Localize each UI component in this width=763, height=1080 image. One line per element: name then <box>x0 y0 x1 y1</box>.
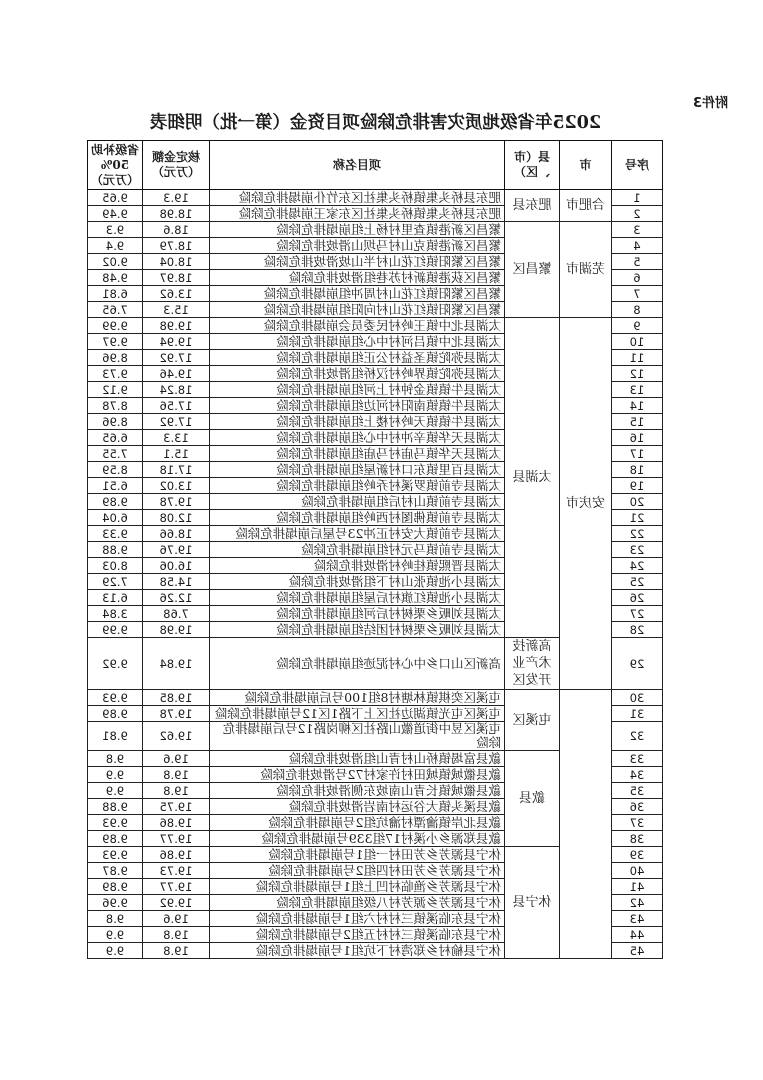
project-name-cell: 繁昌区荻港镇新村苏巷组滑坡排危除险 <box>210 270 505 286</box>
seq-cell: 16 <box>612 430 663 446</box>
subsidy-cell: 7.65 <box>88 302 143 318</box>
seq-cell: 43 <box>612 911 663 927</box>
approved-amount-cell: 18.97 <box>143 270 210 286</box>
approved-amount-cell: 19.77 <box>143 879 210 895</box>
approved-amount-cell: 19.98 <box>143 622 210 638</box>
subsidy-cell: 9.9 <box>88 927 143 943</box>
seq-cell: 4 <box>612 238 663 254</box>
approved-amount-cell: 19.98 <box>143 318 210 334</box>
seq-cell: 27 <box>612 606 663 622</box>
project-name-cell: 休宁县源芳乡渔临村凹上组1号崩塌排危除险 <box>210 879 505 895</box>
approved-amount-cell: 19.6 <box>143 751 210 767</box>
approved-amount-cell: 19.8 <box>143 927 210 943</box>
subsidy-cell: 9.88 <box>88 799 143 815</box>
city-cell: 合肥市 <box>560 190 612 222</box>
approved-amount-cell: 19.85 <box>143 690 210 706</box>
table-body <box>88 190 663 959</box>
project-name-cell: 太湖县百里镇东口村新屋组崩塌排危除险 <box>210 462 505 478</box>
seq-cell: 20 <box>612 494 663 510</box>
approved-amount-cell: 19.92 <box>143 895 210 911</box>
seq-cell: 2 <box>612 206 663 222</box>
subsidy-cell: 8.96 <box>88 350 143 366</box>
subsidy-cell: 9.99 <box>88 622 143 638</box>
approved-amount-cell: 18.98 <box>143 206 210 222</box>
subsidy-cell: 9.73 <box>88 366 143 382</box>
project-name-cell: 繁昌区新港镇克山村马坝山滑坡排危除险 <box>210 238 505 254</box>
project-name-cell: 繁昌区繁阳镇红花山村向阳组崩塌排危除险 <box>210 302 505 318</box>
project-name-cell: 繁昌区新港镇查里村杨上组崩塌排危除险 <box>210 222 505 238</box>
project-name-cell: 屯溪区昱中街道徽山路社区柳岗路12号后崩塌排危除险 <box>210 722 505 751</box>
seq-cell: 38 <box>612 831 663 847</box>
project-name-cell: 歙县徽城镇长青山南坡东侧滑坡排危除险 <box>210 783 505 799</box>
seq-cell: 11 <box>612 350 663 366</box>
subsidy-cell: 9.8 <box>88 911 143 927</box>
county-cell: 繁昌区 <box>505 222 560 318</box>
seq-cell: 23 <box>612 542 663 558</box>
seq-cell: 45 <box>612 943 663 959</box>
seq-cell: 35 <box>612 783 663 799</box>
approved-amount-cell: 18.04 <box>143 254 210 270</box>
approved-amount-cell: 14.58 <box>143 574 210 590</box>
project-name-cell: 歙县徽城镇城田村许家村72号滑坡排危除险 <box>210 767 505 783</box>
county-cell: 休宁县 <box>505 847 560 959</box>
seq-cell: 36 <box>612 799 663 815</box>
seq-cell: 22 <box>612 526 663 542</box>
county-cell: 高新技术产业开发区 <box>505 638 560 690</box>
seq-cell: 41 <box>612 879 663 895</box>
subsidy-cell: 9.49 <box>88 206 143 222</box>
project-name-cell: 太湖县寺前镇马元村组崩塌排危除险 <box>210 542 505 558</box>
project-name-cell: 太湖县弥陀镇圣益村公正组崩塌排危除险 <box>210 350 505 366</box>
header-provincial-subsidy: 省级补助 50% （万元） <box>88 141 143 190</box>
seq-cell: 42 <box>612 895 663 911</box>
subsidy-cell: 9.88 <box>88 542 143 558</box>
approved-amount-cell: 12.08 <box>143 510 210 526</box>
subsidy-cell: 9.87 <box>88 863 143 879</box>
subsidy-cell: 9.89 <box>88 494 143 510</box>
seq-cell: 13 <box>612 382 663 398</box>
project-name-cell: 歙县北岸镇瀹潭村瀹坑组2号崩塌排危除险 <box>210 815 505 831</box>
subsidy-cell: 9.33 <box>88 526 143 542</box>
project-name-cell: 歙县郑源乡小溪村17组339号崩塌排危除险 <box>210 831 505 847</box>
document-title: 2025年省级地质灾害排危除险项目资金（第一批）明细表 <box>149 113 602 133</box>
approved-amount-cell: 17.18 <box>143 462 210 478</box>
subsidy-cell: 7.29 <box>88 574 143 590</box>
funding-detail-table <box>87 140 663 959</box>
project-name-cell: 休宁县榆村乡郑湾村下坑组1号崩塌排危除险 <box>210 943 505 959</box>
subsidy-cell: 6.13 <box>88 590 143 606</box>
approved-amount-cell: 16.06 <box>143 558 210 574</box>
county-cell: 歙县 <box>505 751 560 847</box>
seq-cell: 7 <box>612 286 663 302</box>
subsidy-cell: 8.78 <box>88 398 143 414</box>
approved-amount-cell: 7.68 <box>143 606 210 622</box>
seq-cell: 30 <box>612 690 663 706</box>
seq-cell: 8 <box>612 302 663 318</box>
project-name-cell: 高新区山口乡中心村泥迹组崩塌排危除险 <box>210 638 505 690</box>
subsidy-cell: 9.89 <box>88 706 143 722</box>
subsidy-cell: 6.81 <box>88 286 143 302</box>
seq-cell: 33 <box>612 751 663 767</box>
header-city: 市 <box>560 141 612 190</box>
approved-amount-cell: 19.86 <box>143 847 210 863</box>
seq-cell: 25 <box>612 574 663 590</box>
header-row <box>88 141 663 190</box>
project-name-cell: 太湖县天华镇马庙村马庙组崩塌排危除险 <box>210 446 505 462</box>
seq-cell: 9 <box>612 318 663 334</box>
seq-cell: 14 <box>612 398 663 414</box>
project-name-cell: 太湖县寺前镇佛图村西岭组崩塌排危除险 <box>210 510 505 526</box>
approved-amount-cell: 13.62 <box>143 286 210 302</box>
seq-cell: 39 <box>612 847 663 863</box>
subsidy-cell: 9.8 <box>88 751 143 767</box>
seq-cell: 6 <box>612 270 663 286</box>
project-name-cell: 休宁县源芳乡芳田村四组2号崩塌排危除险 <box>210 863 505 879</box>
seq-cell: 1 <box>612 190 663 206</box>
table-row <box>88 690 663 706</box>
seq-cell: 10 <box>612 334 663 350</box>
subsidy-cell: 9.93 <box>88 847 143 863</box>
approved-amount-cell: 17.92 <box>143 414 210 430</box>
seq-cell: 40 <box>612 863 663 879</box>
subsidy-cell: 9.65 <box>88 190 143 206</box>
approved-amount-cell: 19.78 <box>143 706 210 722</box>
project-name-cell: 繁昌区繁阳镇红花山村半山坡滑坡排危除险 <box>210 254 505 270</box>
seq-cell: 21 <box>612 510 663 526</box>
project-name-cell: 太湖县北中镇王岭村民委员会崩塌排危除险 <box>210 318 505 334</box>
city-cell <box>560 690 612 959</box>
subsidy-cell: 7.55 <box>88 446 143 462</box>
subsidy-cell: 6.04 <box>88 510 143 526</box>
project-name-cell: 太湖县弥陀镇界岭村汉桥组滑坡排危除险 <box>210 366 505 382</box>
approved-amount-cell: 19.73 <box>143 863 210 879</box>
city-cell: 芜湖市 <box>560 222 612 318</box>
approved-amount-cell: 18.79 <box>143 238 210 254</box>
seq-cell: 34 <box>612 767 663 783</box>
subsidy-cell: 9.48 <box>88 270 143 286</box>
approved-amount-cell: 18.24 <box>143 382 210 398</box>
seq-cell: 19 <box>612 478 663 494</box>
attachment-label: 附件3 <box>692 96 728 111</box>
approved-amount-cell: 19.8 <box>143 943 210 959</box>
approved-amount-cell: 19.86 <box>143 815 210 831</box>
subsidy-cell: 9.4 <box>88 238 143 254</box>
seq-cell: 17 <box>612 446 663 462</box>
approved-amount-cell: 19.8 <box>143 767 210 783</box>
project-name-cell: 休宁县东临溪镇三村村五组2号崩塌排危除险 <box>210 927 505 943</box>
project-name-cell: 歙县溪头镇大谷运村南岩滑坡排危除险 <box>210 799 505 815</box>
project-name-cell: 休宁县东临溪镇三村村六组1号崩塌排危除险 <box>210 911 505 927</box>
subsidy-cell: 9.9 <box>88 943 143 959</box>
approved-amount-cell: 19.77 <box>143 831 210 847</box>
project-name-cell: 太湖县寺前镇罗溪村乔岭组崩塌排危除险 <box>210 478 505 494</box>
project-name-cell: 太湖县寺前镇山村后组崩塌排危除险 <box>210 494 505 510</box>
subsidy-cell: 8.96 <box>88 414 143 430</box>
county-cell: 屯溪区 <box>505 690 560 751</box>
seq-cell: 44 <box>612 927 663 943</box>
table-row <box>88 318 663 334</box>
subsidy-cell: 9.9 <box>88 783 143 799</box>
seq-cell: 26 <box>612 590 663 606</box>
project-name-cell: 屯溪区屯光镇湖边社区上下路1区12号崩塌排危除险 <box>210 706 505 722</box>
subsidy-cell: 9.89 <box>88 831 143 847</box>
subsidy-cell: 9.97 <box>88 334 143 350</box>
subsidy-cell: 9.81 <box>88 722 143 751</box>
subsidy-cell: 6.65 <box>88 430 143 446</box>
seq-cell: 37 <box>612 815 663 831</box>
approved-amount-cell: 13.02 <box>143 478 210 494</box>
project-name-cell: 休宁县源芳乡源芳村八级组崩塌排危除险 <box>210 895 505 911</box>
project-name-cell: 太湖县天华镇辛冲村中心组崩塌排危除险 <box>210 430 505 446</box>
county-cell: 肥东县 <box>505 190 560 222</box>
subsidy-cell: 9.12 <box>88 382 143 398</box>
project-name-cell: 繁昌区繁阳镇红花山村周冲组崩塌排危除险 <box>210 286 505 302</box>
approved-amount-cell: 19.46 <box>143 366 210 382</box>
approved-amount-cell: 18.66 <box>143 526 210 542</box>
project-name-cell: 太湖县小池镇红旗村后屋组崩塌排危除险 <box>210 590 505 606</box>
seq-cell: 5 <box>612 254 663 270</box>
seq-cell: 31 <box>612 706 663 722</box>
table-header <box>88 141 663 190</box>
approved-amount-cell: 15.1 <box>143 446 210 462</box>
subsidy-cell: 8.03 <box>88 558 143 574</box>
project-name-cell: 太湖县小池镇张山村下组滑坡排危除险 <box>210 574 505 590</box>
subsidy-cell: 9.3 <box>88 222 143 238</box>
subsidy-cell: 9.99 <box>88 318 143 334</box>
project-name-cell: 太湖县北中镇吕河村中心组崩塌排危除险 <box>210 334 505 350</box>
approved-amount-cell: 18.6 <box>143 222 210 238</box>
project-name-cell: 休宁县源芳乡芳田村一组1号崩塌排危除险 <box>210 847 505 863</box>
project-name-cell: 太湖县牛镇镇金钟村上河组崩塌排危除险 <box>210 382 505 398</box>
seq-cell: 3 <box>612 222 663 238</box>
project-name-cell: 肥东县桥头集镇桥头集社区东竹仆崩塌排危除险 <box>210 190 505 206</box>
subsidy-cell: 9.96 <box>88 895 143 911</box>
approved-amount-cell: 19.62 <box>143 722 210 751</box>
table-row <box>88 190 663 206</box>
subsidy-cell: 3.84 <box>88 606 143 622</box>
approved-amount-cell: 19.84 <box>143 638 210 690</box>
seq-cell: 15 <box>612 414 663 430</box>
city-cell: 安庆市 <box>560 318 612 690</box>
subsidy-cell: 9.93 <box>88 815 143 831</box>
subsidy-cell: 9.93 <box>88 690 143 706</box>
seq-cell: 12 <box>612 366 663 382</box>
project-name-cell: 太湖县寺前镇大安村正冲23号屋后崩塌排危除险 <box>210 526 505 542</box>
header-approved-amount: 核定金额 （万元） <box>143 141 210 190</box>
header-county: 县（市 、区） <box>505 141 560 190</box>
approved-amount-cell: 19.94 <box>143 334 210 350</box>
seq-cell: 29 <box>612 638 663 690</box>
approved-amount-cell: 19.75 <box>143 799 210 815</box>
subsidy-cell: 9.9 <box>88 767 143 783</box>
county-cell: 太湖县 <box>505 318 560 638</box>
project-name-cell: 太湖县牛镇镇南阳村河边组崩塌排危除险 <box>210 398 505 414</box>
project-name-cell: 太湖县刘畈乡栗树村后河组崩塌排危除险 <box>210 606 505 622</box>
approved-amount-cell: 17.56 <box>143 398 210 414</box>
subsidy-cell: 6.51 <box>88 478 143 494</box>
subsidy-cell: 8.59 <box>88 462 143 478</box>
project-name-cell: 太湖县刘畈乡栗树村团结组崩塌排危除险 <box>210 622 505 638</box>
approved-amount-cell: 17.92 <box>143 350 210 366</box>
header-seq: 序号 <box>612 141 663 190</box>
header-project-name: 项目名称 <box>210 141 505 190</box>
project-name-cell: 屯溪区奕棋镇林塘村8组100号后崩塌排危除险 <box>210 690 505 706</box>
seq-cell: 18 <box>612 462 663 478</box>
approved-amount-cell: 19.78 <box>143 494 210 510</box>
subsidy-cell: 9.92 <box>88 638 143 690</box>
approved-amount-cell: 19.76 <box>143 542 210 558</box>
project-name-cell: 太湖县牛镇镇天岭村楼上组崩塌排危除险 <box>210 414 505 430</box>
seq-cell: 32 <box>612 722 663 751</box>
project-name-cell: 歙县富堨镇桥山村青山组滑坡排危除险 <box>210 751 505 767</box>
project-name-cell: 太湖县晋熙镇桂岭村滑坡排危除险 <box>210 558 505 574</box>
seq-cell: 24 <box>612 558 663 574</box>
approved-amount-cell: 19.3 <box>143 190 210 206</box>
approved-amount-cell: 19.8 <box>143 783 210 799</box>
project-name-cell: 肥东县桥头集镇桥头集社区东家王崩塌排危除险 <box>210 206 505 222</box>
subsidy-cell: 9.89 <box>88 879 143 895</box>
table-row <box>88 222 663 238</box>
approved-amount-cell: 15.3 <box>143 302 210 318</box>
subsidy-cell: 9.02 <box>88 254 143 270</box>
approved-amount-cell: 13.3 <box>143 430 210 446</box>
approved-amount-cell: 12.26 <box>143 590 210 606</box>
approved-amount-cell: 19.6 <box>143 911 210 927</box>
seq-cell: 28 <box>612 622 663 638</box>
